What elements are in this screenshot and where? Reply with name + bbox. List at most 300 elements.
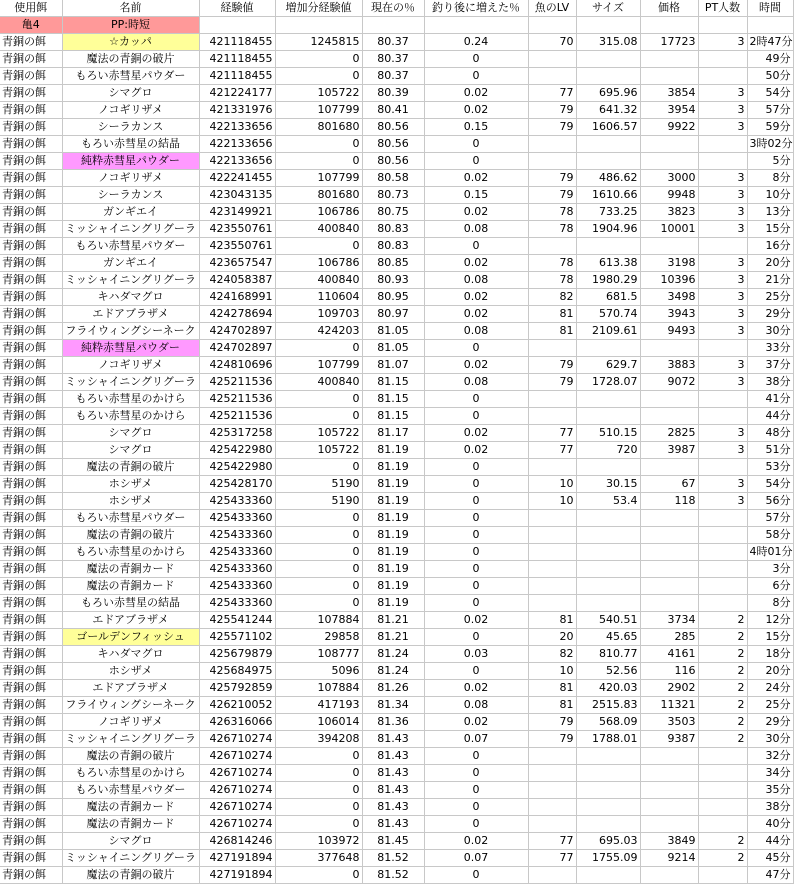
fish-level-cell: 79 <box>528 187 576 204</box>
exp-gain-cell: 105722 <box>275 85 362 102</box>
table-row <box>0 510 793 527</box>
size-cell: 510.15 <box>576 425 640 442</box>
percent-gain-cell: 0.02 <box>424 204 528 221</box>
time-cell: 12分 <box>747 612 793 629</box>
party-size-cell: 3 <box>698 85 747 102</box>
fish-level-cell: 77 <box>528 442 576 459</box>
price-cell <box>640 510 698 527</box>
percent-cell: 80.39 <box>362 85 424 102</box>
time-cell: 50分 <box>747 68 793 85</box>
price-cell: 2902 <box>640 680 698 697</box>
table-row <box>0 867 793 884</box>
party-size-cell: 2 <box>698 697 747 714</box>
fish-level-cell <box>528 459 576 476</box>
bait-cell: 青銅の餌 <box>0 408 62 425</box>
exp-gain-cell: 110604 <box>275 289 362 306</box>
bait-cell: 青銅の餌 <box>0 238 62 255</box>
percent-gain-cell: 0.03 <box>424 646 528 663</box>
price-cell: 9214 <box>640 850 698 867</box>
table-row <box>0 102 793 119</box>
time-cell: 57分 <box>747 510 793 527</box>
party-size-cell: 3 <box>698 442 747 459</box>
exp-gain-cell: 424203 <box>275 323 362 340</box>
fish-level-cell <box>528 408 576 425</box>
percent-cell: 81.19 <box>362 476 424 493</box>
bait-cell: 青銅の餌 <box>0 782 62 799</box>
party-size-cell <box>698 748 747 765</box>
price-cell: 9493 <box>640 323 698 340</box>
percent-cell: 80.41 <box>362 102 424 119</box>
exp-cell: 424168991 <box>199 289 275 306</box>
size-cell <box>576 765 640 782</box>
percent-cell: 80.83 <box>362 221 424 238</box>
percent-cell: 81.19 <box>362 544 424 561</box>
percent-cell: 80.73 <box>362 187 424 204</box>
size-cell: 1728.07 <box>576 374 640 391</box>
fish-level-cell: 81 <box>528 680 576 697</box>
price-cell: 9387 <box>640 731 698 748</box>
percent-gain-cell: 0 <box>424 561 528 578</box>
size-cell: 681.5 <box>576 289 640 306</box>
bait-cell: 青銅の餌 <box>0 102 62 119</box>
bait-cell: 青銅の餌 <box>0 595 62 612</box>
table-row <box>0 765 793 782</box>
fish-name-cell: ミッシャイニングリグーラ <box>62 850 199 867</box>
table-row <box>0 816 793 833</box>
exp-gain-cell: 107884 <box>275 612 362 629</box>
party-size-cell: 3 <box>698 425 747 442</box>
fish-name-cell: 純粋赤彗星パウダー <box>62 340 199 357</box>
time-cell: 32分 <box>747 748 793 765</box>
fish-name-cell: 魔法の青銅カード <box>62 816 199 833</box>
party-size-cell: 3 <box>698 323 747 340</box>
bait-cell: 青銅の餌 <box>0 765 62 782</box>
party-size-cell: 3 <box>698 493 747 510</box>
size-cell: 1755.09 <box>576 850 640 867</box>
fish-name-cell: もろい赤彗星のかけら <box>62 408 199 425</box>
bait-cell: 青銅の餌 <box>0 714 62 731</box>
fish-level-cell: 81 <box>528 306 576 323</box>
exp-cell: 427191894 <box>199 867 275 884</box>
fish-name-cell: ☆カッパ <box>62 34 199 51</box>
size-cell: 570.74 <box>576 306 640 323</box>
price-cell: 2825 <box>640 425 698 442</box>
bait-cell: 青銅の餌 <box>0 816 62 833</box>
fish-name-cell: ガンギエイ <box>62 204 199 221</box>
price-cell: 10001 <box>640 221 698 238</box>
bait-cell: 青銅の餌 <box>0 680 62 697</box>
price-cell: 4161 <box>640 646 698 663</box>
fish-name-cell: シーラカンス <box>62 119 199 136</box>
percent-gain-cell: 0.02 <box>424 102 528 119</box>
bait-cell: 青銅の餌 <box>0 255 62 272</box>
exp-cell: 421118455 <box>199 34 275 51</box>
fish-level-cell: 79 <box>528 170 576 187</box>
fish-level-cell: 77 <box>528 833 576 850</box>
price-cell <box>640 408 698 425</box>
time-cell: 24分 <box>747 680 793 697</box>
bait-cell: 青銅の餌 <box>0 357 62 374</box>
table-row <box>0 391 793 408</box>
fish-level-cell: 81 <box>528 612 576 629</box>
note-cell <box>275 17 362 34</box>
exp-gain-cell: 0 <box>275 527 362 544</box>
size-cell: 2515.83 <box>576 697 640 714</box>
table-row <box>0 612 793 629</box>
fish-name-cell: もろい赤彗星パウダー <box>62 68 199 85</box>
fish-level-cell: 81 <box>528 697 576 714</box>
price-cell: 67 <box>640 476 698 493</box>
percent-cell: 81.15 <box>362 391 424 408</box>
exp-gain-cell: 109703 <box>275 306 362 323</box>
price-cell: 11321 <box>640 697 698 714</box>
party-size-cell <box>698 527 747 544</box>
note-cell <box>576 17 640 34</box>
percent-cell: 81.15 <box>362 374 424 391</box>
percent-cell: 80.83 <box>362 238 424 255</box>
exp-cell: 425571102 <box>199 629 275 646</box>
time-cell: 34分 <box>747 765 793 782</box>
bait-cell: 青銅の餌 <box>0 646 62 663</box>
fish-name-cell: フライウィングシーネーク <box>62 697 199 714</box>
percent-gain-cell: 0.08 <box>424 221 528 238</box>
fish-name-cell: 魔法の青銅の破片 <box>62 51 199 68</box>
exp-cell: 426316066 <box>199 714 275 731</box>
fish-level-cell: 79 <box>528 357 576 374</box>
party-size-cell: 2 <box>698 714 747 731</box>
party-size-cell <box>698 408 747 425</box>
bait-cell: 青銅の餌 <box>0 629 62 646</box>
percent-gain-cell: 0 <box>424 629 528 646</box>
percent-gain-cell: 0 <box>424 510 528 527</box>
exp-gain-cell: 394208 <box>275 731 362 748</box>
percent-gain-cell: 0 <box>424 391 528 408</box>
exp-cell: 425684975 <box>199 663 275 680</box>
percent-gain-cell: 0 <box>424 782 528 799</box>
price-cell: 17723 <box>640 34 698 51</box>
note-cell <box>362 17 424 34</box>
party-size-cell: 3 <box>698 255 747 272</box>
price-cell: 3943 <box>640 306 698 323</box>
size-cell <box>576 340 640 357</box>
fish-level-cell: 79 <box>528 731 576 748</box>
percent-gain-cell: 0 <box>424 459 528 476</box>
size-cell <box>576 748 640 765</box>
col-header-exp-gain: 増加分経験値 <box>275 0 362 17</box>
price-cell <box>640 153 698 170</box>
exp-cell: 422133656 <box>199 119 275 136</box>
party-size-cell: 2 <box>698 629 747 646</box>
fish-name-cell: ミッシャイニングリグーラ <box>62 731 199 748</box>
bait-cell: 青銅の餌 <box>0 850 62 867</box>
bait-cell: 青銅の餌 <box>0 476 62 493</box>
col-header-party-size: PT人数 <box>698 0 747 17</box>
percent-gain-cell: 0 <box>424 663 528 680</box>
time-cell: 3時02分 <box>747 136 793 153</box>
exp-cell: 423657547 <box>199 255 275 272</box>
bait-cell: 青銅の餌 <box>0 119 62 136</box>
percent-gain-cell: 0 <box>424 595 528 612</box>
size-cell: 1610.66 <box>576 187 640 204</box>
size-cell <box>576 68 640 85</box>
bait-cell: 青銅の餌 <box>0 272 62 289</box>
exp-gain-cell: 1245815 <box>275 34 362 51</box>
percent-cell: 81.43 <box>362 731 424 748</box>
party-size-cell: 3 <box>698 306 747 323</box>
size-cell <box>576 153 640 170</box>
percent-gain-cell: 0 <box>424 340 528 357</box>
exp-gain-cell: 5190 <box>275 493 362 510</box>
table-row <box>0 408 793 425</box>
fish-level-cell: 10 <box>528 476 576 493</box>
exp-gain-cell: 0 <box>275 68 362 85</box>
fish-name-cell: ゴールデンフィッシュ <box>62 629 199 646</box>
bait-cell: 青銅の餌 <box>0 68 62 85</box>
exp-cell: 426710274 <box>199 816 275 833</box>
table-row <box>0 187 793 204</box>
exp-gain-cell: 0 <box>275 578 362 595</box>
fish-name-cell: 魔法の青銅の破片 <box>62 459 199 476</box>
exp-cell: 425541244 <box>199 612 275 629</box>
party-size-cell: 2 <box>698 731 747 748</box>
exp-gain-cell: 0 <box>275 51 362 68</box>
percent-gain-cell: 0.02 <box>424 306 528 323</box>
percent-cell: 81.05 <box>362 340 424 357</box>
table-row <box>0 221 793 238</box>
fish-level-cell: 20 <box>528 629 576 646</box>
exp-gain-cell: 107799 <box>275 102 362 119</box>
percent-cell: 80.37 <box>362 51 424 68</box>
percent-cell: 81.52 <box>362 867 424 884</box>
fish-name-cell: 魔法の青銅カード <box>62 561 199 578</box>
fish-name-cell: 魔法の青銅の破片 <box>62 527 199 544</box>
party-size-cell: 3 <box>698 374 747 391</box>
size-cell: 733.25 <box>576 204 640 221</box>
bait-cell: 青銅の餌 <box>0 493 62 510</box>
table-row <box>0 714 793 731</box>
fish-name-cell: ホシザメ <box>62 476 199 493</box>
note-cell-buff: PP:時短 <box>62 17 199 34</box>
bait-cell: 青銅の餌 <box>0 561 62 578</box>
percent-gain-cell: 0.07 <box>424 731 528 748</box>
exp-gain-cell: 400840 <box>275 374 362 391</box>
fish-name-cell: 魔法の青銅の破片 <box>62 748 199 765</box>
exp-gain-cell: 0 <box>275 544 362 561</box>
exp-cell: 424278694 <box>199 306 275 323</box>
time-cell: 5分 <box>747 153 793 170</box>
exp-gain-cell: 103972 <box>275 833 362 850</box>
price-cell <box>640 391 698 408</box>
fish-name-cell: 魔法の青銅カード <box>62 578 199 595</box>
price-cell: 3198 <box>640 255 698 272</box>
fish-level-cell: 79 <box>528 102 576 119</box>
party-size-cell <box>698 816 747 833</box>
party-size-cell: 2 <box>698 680 747 697</box>
fish-level-cell <box>528 782 576 799</box>
percent-cell: 81.17 <box>362 425 424 442</box>
col-header-size: サイズ <box>576 0 640 17</box>
fish-level-cell <box>528 816 576 833</box>
percent-gain-cell: 0.02 <box>424 425 528 442</box>
percent-cell: 81.19 <box>362 578 424 595</box>
bait-cell: 青銅の餌 <box>0 136 62 153</box>
percent-cell: 81.43 <box>362 816 424 833</box>
price-cell <box>640 561 698 578</box>
table-row <box>0 119 793 136</box>
fish-level-cell: 82 <box>528 646 576 663</box>
time-cell: 45分 <box>747 850 793 867</box>
bait-cell: 青銅の餌 <box>0 833 62 850</box>
party-size-cell: 2 <box>698 612 747 629</box>
exp-cell: 423149921 <box>199 204 275 221</box>
time-cell: 47分 <box>747 867 793 884</box>
table-row <box>0 442 793 459</box>
size-cell <box>576 867 640 884</box>
size-cell <box>576 408 640 425</box>
exp-cell: 425317258 <box>199 425 275 442</box>
col-header-percent-gain: 釣り後に増えた％ <box>424 0 528 17</box>
bait-cell: 青銅の餌 <box>0 391 62 408</box>
bait-cell: 青銅の餌 <box>0 221 62 238</box>
percent-cell: 80.56 <box>362 153 424 170</box>
bait-cell: 青銅の餌 <box>0 442 62 459</box>
table-row <box>0 340 793 357</box>
price-cell: 9072 <box>640 374 698 391</box>
party-size-cell <box>698 340 747 357</box>
time-cell: 44分 <box>747 833 793 850</box>
party-size-cell: 2 <box>698 850 747 867</box>
fish-name-cell: ミッシャイニングリグーラ <box>62 374 199 391</box>
time-cell: 54分 <box>747 85 793 102</box>
table-row <box>0 595 793 612</box>
exp-cell: 425422980 <box>199 459 275 476</box>
table-row <box>0 850 793 867</box>
fish-name-cell: ノコギリザメ <box>62 714 199 731</box>
table-row <box>0 51 793 68</box>
percent-gain-cell: 0.02 <box>424 680 528 697</box>
bait-cell: 青銅の餌 <box>0 289 62 306</box>
percent-gain-cell: 0 <box>424 476 528 493</box>
party-size-cell <box>698 68 747 85</box>
percent-cell: 81.34 <box>362 697 424 714</box>
percent-cell: 81.36 <box>362 714 424 731</box>
table-row <box>0 170 793 187</box>
bait-cell: 青銅の餌 <box>0 544 62 561</box>
exp-cell: 424702897 <box>199 323 275 340</box>
price-cell <box>640 340 698 357</box>
percent-gain-cell: 0 <box>424 578 528 595</box>
percent-cell: 81.21 <box>362 629 424 646</box>
bait-cell: 青銅の餌 <box>0 459 62 476</box>
time-cell: 37分 <box>747 357 793 374</box>
note-row <box>0 17 793 34</box>
party-size-cell: 3 <box>698 34 747 51</box>
fish-level-cell: 79 <box>528 119 576 136</box>
exp-gain-cell: 29858 <box>275 629 362 646</box>
price-cell <box>640 765 698 782</box>
table-row <box>0 425 793 442</box>
fish-level-cell <box>528 867 576 884</box>
party-size-cell: 2 <box>698 663 747 680</box>
percent-gain-cell: 0.15 <box>424 119 528 136</box>
price-cell <box>640 544 698 561</box>
exp-gain-cell: 0 <box>275 408 362 425</box>
exp-cell: 425433360 <box>199 544 275 561</box>
table-row <box>0 306 793 323</box>
fish-name-cell: ホシザメ <box>62 493 199 510</box>
percent-cell: 81.26 <box>362 680 424 697</box>
price-cell: 3849 <box>640 833 698 850</box>
table-row <box>0 544 793 561</box>
exp-gain-cell: 5096 <box>275 663 362 680</box>
percent-cell: 80.97 <box>362 306 424 323</box>
party-size-cell: 3 <box>698 170 747 187</box>
party-size-cell <box>698 153 747 170</box>
exp-gain-cell: 106014 <box>275 714 362 731</box>
exp-cell: 426710274 <box>199 782 275 799</box>
fish-name-cell: 純粋赤彗星パウダー <box>62 153 199 170</box>
fish-name-cell: もろい赤彗星パウダー <box>62 238 199 255</box>
header-row <box>0 0 793 17</box>
fish-level-cell <box>528 765 576 782</box>
col-header-bait: 使用餌 <box>0 0 62 17</box>
percent-cell: 80.58 <box>362 170 424 187</box>
exp-gain-cell: 0 <box>275 816 362 833</box>
exp-cell: 421118455 <box>199 51 275 68</box>
fish-name-cell: キハダマグロ <box>62 289 199 306</box>
price-cell <box>640 782 698 799</box>
price-cell: 3498 <box>640 289 698 306</box>
time-cell: 8分 <box>747 170 793 187</box>
party-size-cell: 3 <box>698 102 747 119</box>
fish-level-cell <box>528 561 576 578</box>
exp-cell: 425433360 <box>199 578 275 595</box>
exp-cell: 426710274 <box>199 765 275 782</box>
fish-level-cell <box>528 340 576 357</box>
size-cell <box>576 136 640 153</box>
price-cell: 3883 <box>640 357 698 374</box>
size-cell: 53.4 <box>576 493 640 510</box>
table-row <box>0 459 793 476</box>
exp-cell: 426710274 <box>199 748 275 765</box>
fish-name-cell: エドアブラザメ <box>62 612 199 629</box>
time-cell: 21分 <box>747 272 793 289</box>
table-row <box>0 68 793 85</box>
price-cell <box>640 799 698 816</box>
note-cell <box>747 17 793 34</box>
percent-cell: 80.75 <box>362 204 424 221</box>
table-row <box>0 289 793 306</box>
exp-cell: 425792859 <box>199 680 275 697</box>
fish-name-cell: もろい赤彗星の結晶 <box>62 595 199 612</box>
exp-gain-cell: 0 <box>275 153 362 170</box>
percent-cell: 80.85 <box>362 255 424 272</box>
exp-cell: 426210052 <box>199 697 275 714</box>
bait-cell: 青銅の餌 <box>0 731 62 748</box>
size-cell: 1606.57 <box>576 119 640 136</box>
percent-gain-cell: 0 <box>424 816 528 833</box>
note-cell <box>528 17 576 34</box>
time-cell: 48分 <box>747 425 793 442</box>
exp-cell: 421224177 <box>199 85 275 102</box>
percent-cell: 81.21 <box>362 612 424 629</box>
exp-cell: 425433360 <box>199 595 275 612</box>
fish-level-cell <box>528 799 576 816</box>
percent-gain-cell: 0 <box>424 544 528 561</box>
party-size-cell <box>698 136 747 153</box>
size-cell: 810.77 <box>576 646 640 663</box>
fish-name-cell: 魔法の青銅カード <box>62 799 199 816</box>
